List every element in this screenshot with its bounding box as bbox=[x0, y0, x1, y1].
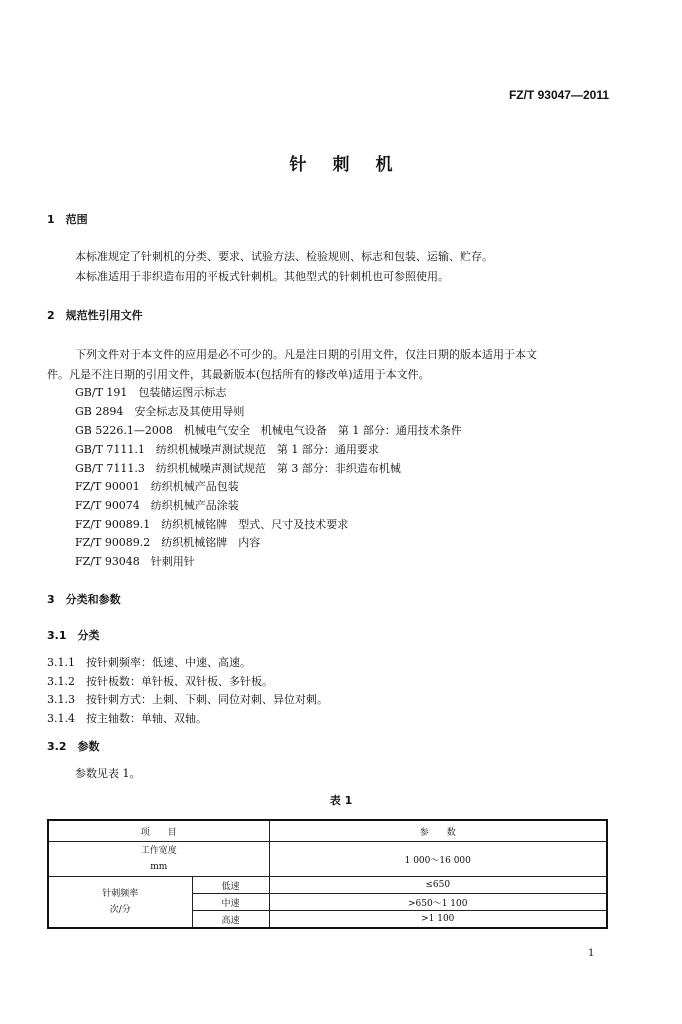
section-2-heading: 2 规范性引用文件 bbox=[47, 309, 143, 322]
freq-value: ≤650 bbox=[269, 877, 607, 894]
section-3-1-heading: 3.1 分类 bbox=[47, 629, 100, 642]
reference-item: FZ/T 90001 纺织机械产品包装 bbox=[75, 480, 239, 493]
table-row bbox=[48, 877, 607, 894]
table-header-row bbox=[48, 820, 607, 842]
section-2-intro-line-1: 下列文件对于本文件的应用是必不可少的。凡是注日期的引用文件，仅注日期的版本适用于本文 bbox=[75, 348, 537, 361]
section-1-heading: 1 范围 bbox=[47, 213, 88, 226]
section-1-para-2: 本标准适用于非织造布用的平板式针刺机。其他型式的针刺机也可参照使用。 bbox=[75, 270, 449, 283]
reference-item: GB/T 191 包装储运图示标志 bbox=[75, 386, 227, 399]
classification-item: 3.1.4 按主轴数：单轴、双轴。 bbox=[47, 712, 207, 725]
table-row bbox=[48, 842, 607, 877]
page-number: 1 bbox=[588, 948, 595, 959]
section-3-heading: 3 分类和参数 bbox=[47, 593, 121, 606]
reference-item: FZ/T 90074 纺织机械产品涂装 bbox=[75, 499, 239, 512]
freq-unit: 次/分 bbox=[109, 905, 131, 915]
freq-level: 低速 bbox=[192, 877, 269, 894]
freq-label-cell bbox=[48, 877, 192, 929]
section-1-para-1: 本标准规定了针刺机的分类、要求、试验方法、检验规则、标志和包装、运输、贮存。 bbox=[75, 250, 493, 263]
width-label: 工作宽度 bbox=[140, 846, 177, 856]
width-value: 1 000～16 000 bbox=[269, 842, 607, 877]
reference-item: FZ/T 93048 针刺用针 bbox=[75, 555, 195, 568]
freq-value: >650～1 100 bbox=[269, 894, 607, 911]
document-title: 针刺机 bbox=[289, 155, 419, 175]
header-item: 项 目 bbox=[48, 820, 269, 842]
reference-item: GB 5226.1—2008 机械电气安全 机械电气设备 第 1 部分：通用技术条件 bbox=[75, 424, 462, 437]
classification-item: 3.1.1 按针刺频率：低速、中速、高速。 bbox=[47, 656, 251, 669]
width-label-cell bbox=[48, 842, 269, 877]
header-param: 参 数 bbox=[269, 820, 607, 842]
freq-value: >1 100 bbox=[269, 911, 607, 929]
freq-label: 针刺频率 bbox=[102, 889, 139, 899]
classification-item: 3.1.2 按针板数：单针板、双针板、多针板。 bbox=[47, 675, 273, 688]
table-caption: 表 1 bbox=[329, 794, 353, 807]
parameter-table bbox=[47, 819, 608, 929]
standard-number: FZ/T 93047—2011 bbox=[508, 88, 609, 102]
reference-item: FZ/T 90089.2 纺织机械铭牌 内容 bbox=[75, 536, 261, 549]
reference-item: GB/T 7111.3 纺织机械噪声测试规范 第 3 部分：非织造布机械 bbox=[75, 462, 401, 475]
section-3-2-heading: 3.2 参数 bbox=[47, 740, 100, 753]
reference-item: GB/T 7111.1 纺织机械噪声测试规范 第 1 部分：通用要求 bbox=[75, 443, 379, 456]
section-2-intro-line-2: 件。凡是不注日期的引用文件，其最新版本(包括所有的修改单)适用于本文件。 bbox=[47, 368, 430, 381]
classification-item: 3.1.3 按针刺方式：上刺、下刺、同位对刺、异位对刺。 bbox=[47, 693, 328, 706]
reference-item: GB 2894 安全标志及其使用导则 bbox=[75, 405, 245, 418]
freq-level: 中速 bbox=[192, 894, 269, 911]
reference-item: FZ/T 90089.1 纺织机械铭牌 型式、尺寸及技术要求 bbox=[75, 518, 349, 531]
width-unit: mm bbox=[150, 862, 168, 872]
section-3-2-text: 参数见表 1。 bbox=[75, 767, 141, 780]
freq-level: 高速 bbox=[192, 911, 269, 929]
